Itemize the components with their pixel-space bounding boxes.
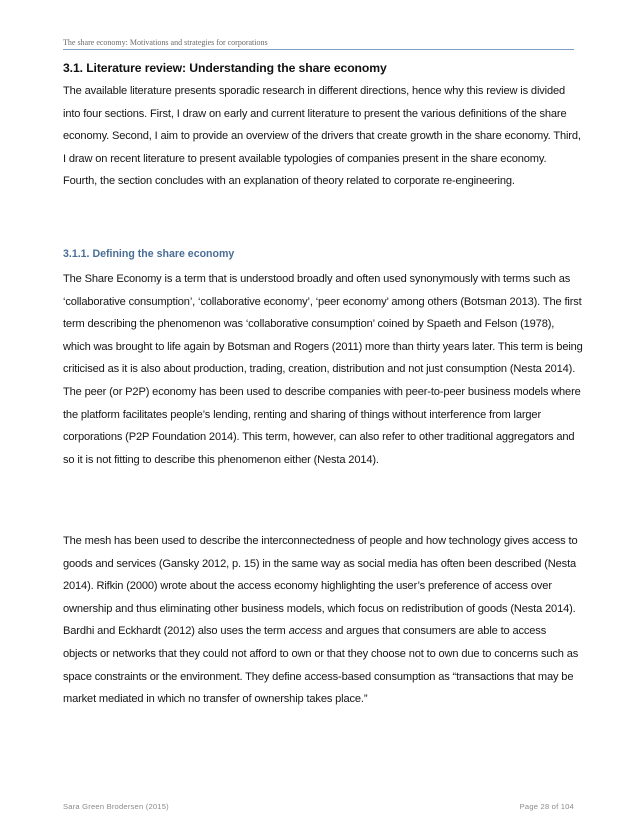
definition-paragraph: The Share Economy is a term that is understood broadly and often used synonymously with terms such as ‘collaborative consumption’, ‘collaborative economy’, ‘peer economy’ among others (Botsman 2013). The first term describing the phenomenon was ‘collaborative consumption’ coined by Spaeth and Felson (1978), which was brought to life again by Botsman and Rogers (2011) more than thirty years later. This term is being criticised as it is also about production, trading, creation, distribution and not just consumption (Nesta 2014). The peer (or P2P) economy has been used to describe companies with peer-to-peer business models where the platform facilitates people’s lending, renting and sharing of things without interference from larger corporations (P2P Foundation 2014). This term, however, can also refer to other traditional aggregators and so it is not fitting to describe this phenomenon either (Nesta 2014). <box>63 273 583 466</box>
mesh-paragraph <box>63 530 583 711</box>
subsection-heading: 3.1.1. Defining the share economy <box>63 248 235 260</box>
running-header: The share economy: Motivations and strategies for corporations <box>63 38 268 47</box>
footer-page-number: Page 28 of 104 <box>519 802 574 811</box>
header-divider <box>63 49 574 50</box>
mesh-paragraph-text-start: The mesh has been used to describe the interconnectedness of people and how technology gives access to goods and services (Gansky 2012, p. 15) in the same way as social media has often been described (Nesta 2014). Rifkin (2000) wrote about the access economy highlighting the user’s preference of access over ownership and thus eliminating other business models, which focus on redistribution of goods (Nesta 2014). Bardhi and Eckhardt (2012) also uses the term <box>63 535 578 638</box>
footer-author: Sara Green Brodersen (2015) <box>63 802 169 811</box>
mesh-paragraph-italic-term: access <box>288 625 323 638</box>
intro-paragraph: The available literature presents sporadic research in different directions, hence why this review is divided into four sections. First, I draw on early and current literature to present the various definitions of the share economy. Second, I aim to provide an overview of the drivers that create growth in the share economy. Third, I draw on recent literature to present available typologies of companies present in the share economy. Fourth, the section concludes with an explanation of theory related to corporate re-engineering. <box>63 85 581 188</box>
mesh-paragraph-text-end: and argues that consumers are able to access objects or networks that they could not afford to own or that they choose not to own due to concerns such as space constraints or the environment. They define access-based consumption as “transactions that may be market mediated in which no transfer of ownership takes place.” <box>63 625 579 706</box>
section-heading: 3.1. Literature review: Understanding the share economy <box>63 61 387 75</box>
